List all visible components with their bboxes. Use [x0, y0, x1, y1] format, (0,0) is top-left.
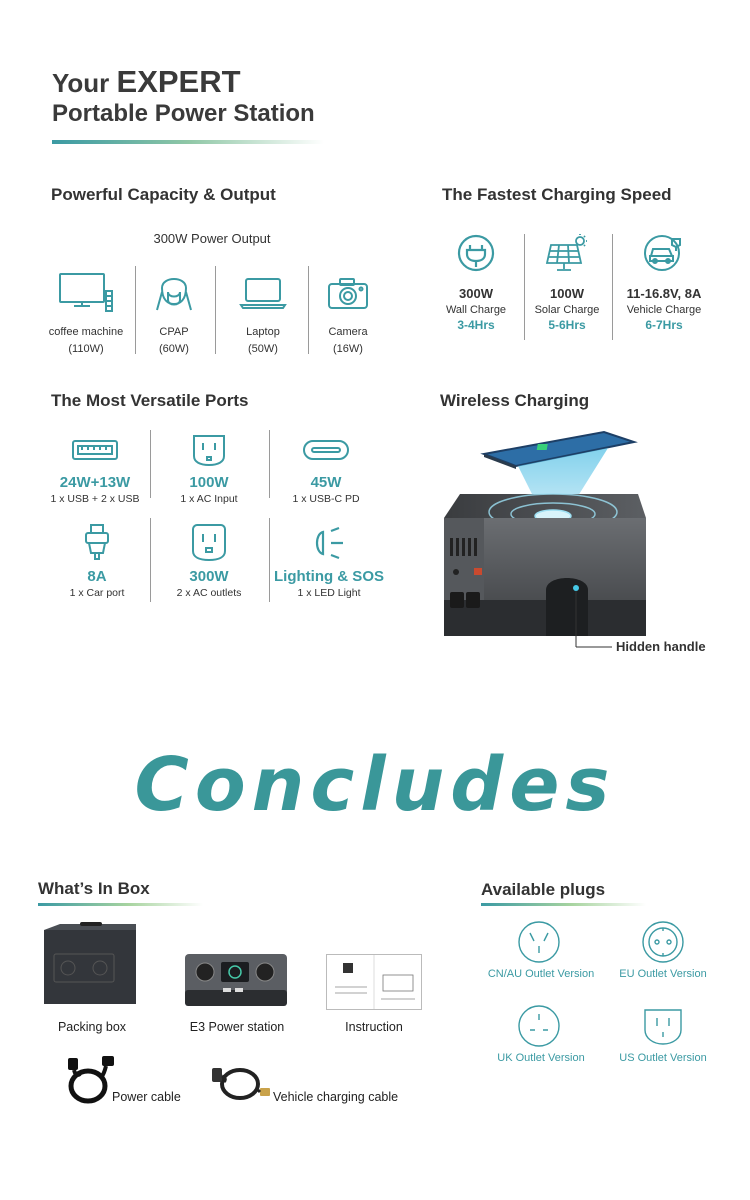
car-charge-icon [619, 228, 709, 278]
box-item-label: E3 Power station [189, 1020, 285, 1034]
load-watt: (16W) [333, 343, 363, 355]
led-light-icon [270, 522, 388, 564]
usb-icon [36, 430, 154, 470]
eu-outlet-icon [641, 920, 685, 969]
load-name: Camera [328, 326, 368, 338]
plug-label: CN/AU Outlet Version [487, 968, 595, 980]
title-subline: Portable Power Station [52, 100, 315, 127]
capacity-subtitle: 300W Power Output [153, 231, 271, 246]
charging-section-title: The Fastest Charging Speed [442, 185, 672, 204]
packing-box-image [40, 922, 140, 1010]
e3-power-station-image [183, 950, 289, 1012]
load-watt: (50W) [248, 343, 278, 355]
box-item-label: Instruction [345, 1020, 403, 1034]
charge-time: 5-6Hrs [548, 318, 586, 332]
port-item [150, 522, 268, 599]
load-item [45, 268, 127, 355]
uk-outlet-icon [517, 1004, 561, 1053]
charge-label: Vehicle Charge [626, 304, 702, 316]
port-value: 300W [189, 568, 229, 585]
charge-time: 6-7Hrs [645, 318, 683, 332]
plug-label: US Outlet Version [619, 1052, 707, 1064]
load-watt: (110W) [68, 343, 104, 355]
capacity-section-title: Powerful Capacity & Output [51, 185, 276, 204]
title-prefix: Your [52, 68, 110, 98]
load-item [307, 268, 389, 355]
plugs-section-title: Available plugs [481, 880, 606, 899]
charge-item [522, 228, 612, 332]
load-name: CPAP [159, 326, 189, 338]
charge-power: 11-16.8V, 8A [626, 286, 702, 301]
hidden-handle-label: Hidden handle [616, 639, 706, 654]
tv-icon [45, 268, 127, 318]
charge-item [431, 228, 521, 332]
laptop-icon [222, 268, 304, 318]
charge-power: 100W [550, 286, 584, 301]
load-name: coffee machine [48, 326, 124, 338]
port-item [38, 522, 156, 612]
cpap-mask-icon [133, 268, 215, 318]
port-item [150, 430, 268, 505]
ac-outlet-icon [150, 522, 268, 564]
port-value: 8A [87, 568, 107, 585]
plug-label: EU Outlet Version [619, 968, 707, 980]
title-underline [52, 140, 324, 144]
load-watt: (60W) [159, 343, 189, 355]
charge-item [619, 228, 709, 332]
divider [612, 234, 613, 340]
port-value: Lighting & SOS [274, 568, 384, 585]
port-label: 1 x USB + 2 x USB [50, 493, 140, 505]
in-box-underline [38, 903, 203, 906]
charge-label: Wall Charge [445, 304, 507, 316]
port-label: 1 x Car port [69, 587, 125, 599]
plugs-underline [481, 903, 646, 906]
divider [215, 266, 216, 354]
in-box-section-title: What’s In Box [38, 879, 150, 898]
charge-power: 300W [459, 286, 493, 301]
port-label: 1 x AC Input [180, 493, 238, 505]
port-item [270, 522, 388, 599]
charge-label: Solar Charge [534, 304, 600, 316]
port-label: 1 x LED Light [297, 587, 361, 599]
vehicle-charging-cable-image [210, 1062, 272, 1104]
us-outlet-icon [641, 1004, 685, 1053]
load-name: Laptop [246, 326, 280, 338]
ports-section-title: The Most Versatile Ports [51, 391, 249, 410]
charge-time: 3-4Hrs [457, 318, 495, 332]
port-value: 100W [189, 474, 229, 491]
title-emphasis: EXPERT [116, 64, 241, 99]
concludes-heading: Concludes [134, 742, 616, 828]
port-item [267, 430, 385, 505]
solar-panel-icon [522, 228, 612, 278]
wall-plug-icon [431, 228, 521, 278]
car-port-icon [38, 522, 156, 564]
wireless-section-title: Wireless Charging [440, 391, 590, 410]
power-cable-image [66, 1054, 116, 1106]
cn-au-outlet-icon [517, 920, 561, 969]
port-item [36, 430, 154, 505]
instruction-manual-image [326, 954, 422, 1010]
load-item [222, 268, 304, 355]
box-item-label: Packing box [57, 1020, 127, 1034]
port-label: 1 x USB-C PD [292, 493, 360, 505]
port-value: 24W+13W [59, 474, 131, 491]
box-item-label: Power cable [112, 1090, 181, 1104]
load-item [133, 268, 215, 355]
page-title [52, 66, 315, 129]
port-value: 45W [310, 474, 342, 491]
plug-label: UK Outlet Version [497, 1052, 585, 1064]
camera-icon [307, 268, 389, 318]
power-station-image [438, 420, 708, 660]
usb-c-icon [267, 430, 385, 470]
box-item-label: Vehicle charging cable [273, 1090, 399, 1104]
port-label: 2 x AC outlets [176, 587, 242, 599]
ac-input-icon [150, 430, 268, 470]
